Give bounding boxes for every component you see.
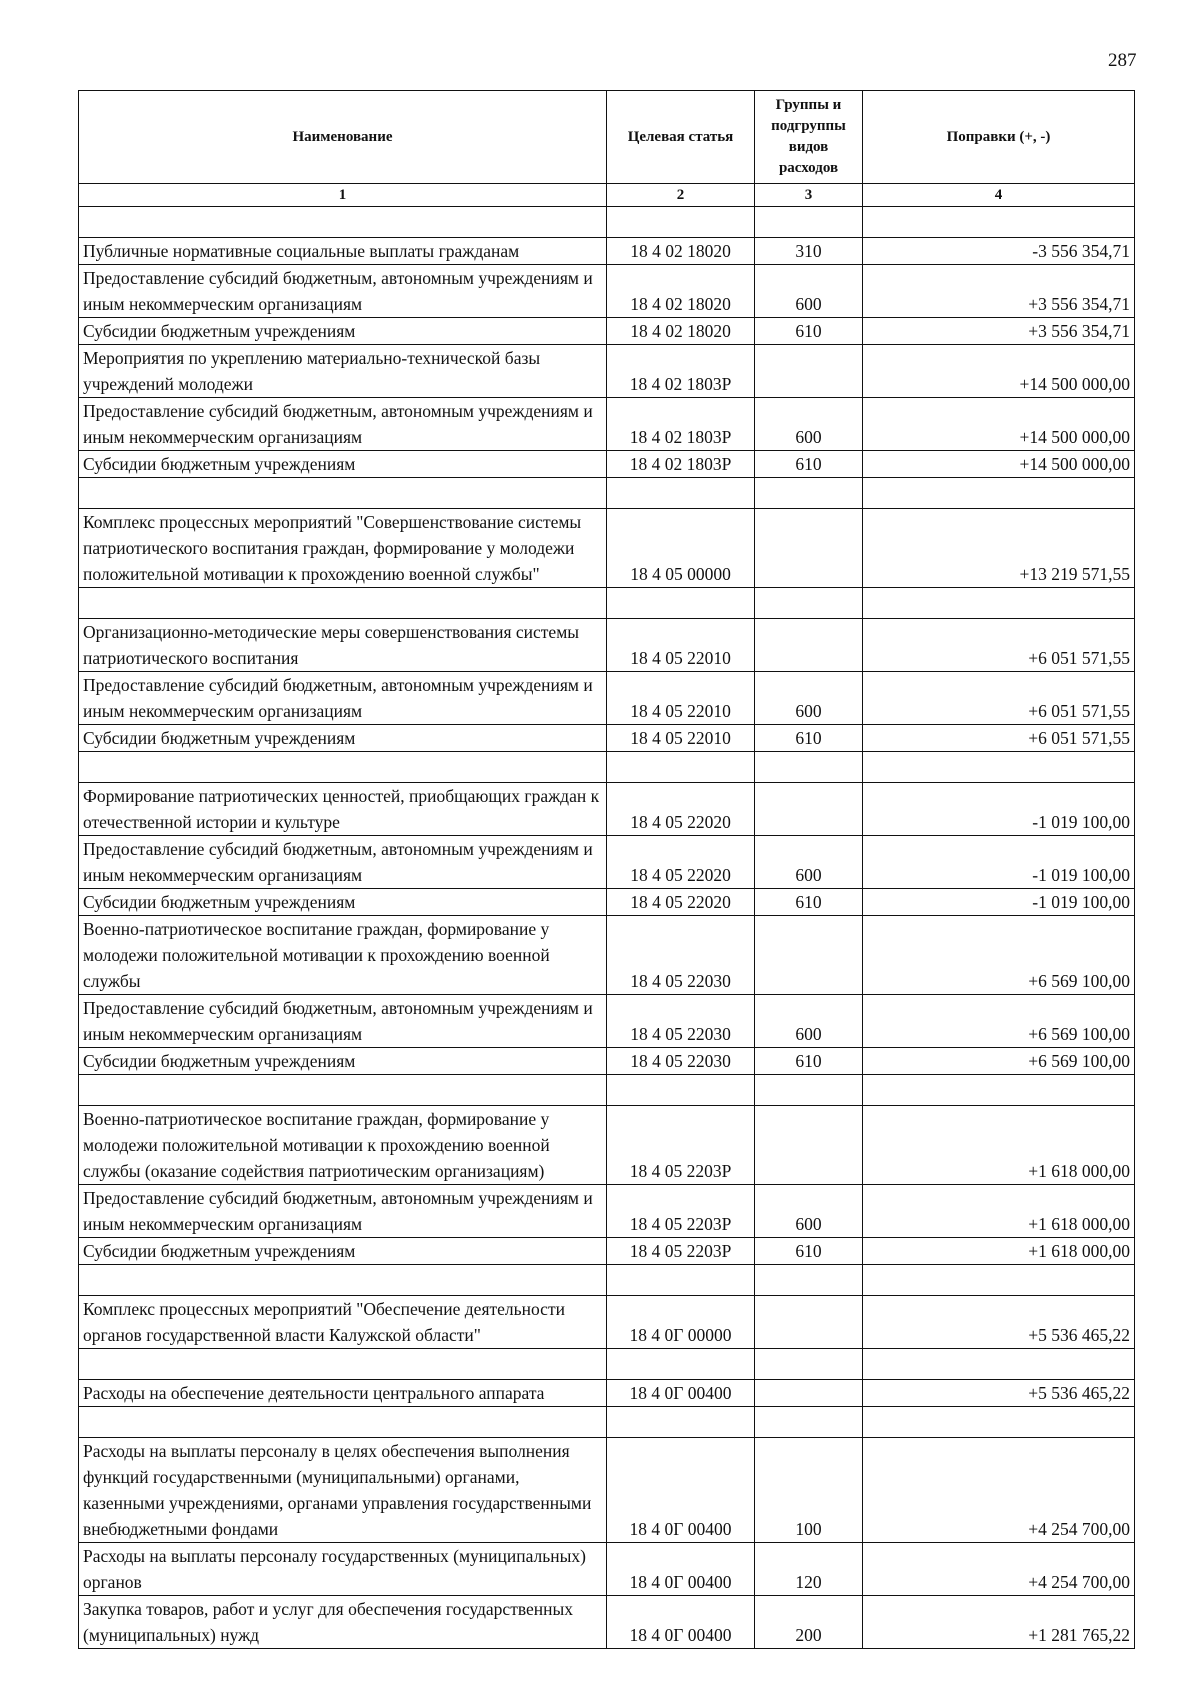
row-code-cell: 18 4 05 2203Р — [607, 1106, 755, 1185]
spacer-row — [79, 1075, 1135, 1106]
row-group-cell — [755, 783, 863, 836]
row-code-cell: 18 4 05 22030 — [607, 1048, 755, 1075]
table-row — [79, 1296, 1135, 1349]
table-row — [79, 398, 1135, 451]
row-amount-cell: +1 618 000,00 — [863, 1106, 1135, 1185]
page-number: 287 — [1108, 50, 1137, 71]
spacer-cell — [755, 588, 863, 619]
row-name-cell: Организационно-методические меры совершенствования системы патриотического воспитания — [79, 619, 607, 672]
row-group-cell — [755, 1106, 863, 1185]
row-amount-cell: +13 219 571,55 — [863, 509, 1135, 588]
row-amount-cell: -3 556 354,71 — [863, 238, 1135, 265]
row-code-cell: 18 4 05 22020 — [607, 783, 755, 836]
row-name-cell: Субсидии бюджетным учреждениям — [79, 889, 607, 916]
row-name-cell: Субсидии бюджетным учреждениям — [79, 1238, 607, 1265]
table-row — [79, 672, 1135, 725]
row-group-cell: 600 — [755, 1185, 863, 1238]
spacer-cell — [755, 1407, 863, 1438]
spacer-cell — [863, 588, 1135, 619]
row-code-cell: 18 4 05 22030 — [607, 916, 755, 995]
row-name-cell: Публичные нормативные социальные выплаты гражданам — [79, 238, 607, 265]
row-amount-cell: +5 536 465,22 — [863, 1296, 1135, 1349]
spacer-cell — [607, 588, 755, 619]
row-amount-cell: +6 569 100,00 — [863, 995, 1135, 1048]
spacer-cell — [863, 478, 1135, 509]
spacer-cell — [79, 1349, 607, 1380]
row-name-cell: Мероприятия по укреплению материально-технической базы учреждений молодежи — [79, 345, 607, 398]
column-number: 2 — [607, 184, 755, 207]
row-name-cell: Предоставление субсидий бюджетным, автономным учреждениям и иным некоммерческим организациям — [79, 265, 607, 318]
row-code-cell: 18 4 02 1803Р — [607, 451, 755, 478]
row-name-cell: Субсидии бюджетным учреждениям — [79, 1048, 607, 1075]
spacer-cell — [607, 1265, 755, 1296]
table-row — [79, 1185, 1135, 1238]
row-group-cell: 610 — [755, 1238, 863, 1265]
spacer-row — [79, 752, 1135, 783]
row-name-cell: Комплекс процессных мероприятий "Совершенствование системы патриотического воспитания граждан, формирование у молодежи положительной мотивации к прохождению военной службы" — [79, 509, 607, 588]
row-code-cell: 18 4 0Г 00400 — [607, 1596, 755, 1649]
spacer-cell — [607, 1349, 755, 1380]
row-name-cell: Комплекс процессных мероприятий "Обеспечение деятельности органов государственной власти Калужской области" — [79, 1296, 607, 1349]
header-code: Целевая статья — [607, 91, 755, 184]
row-group-cell: 600 — [755, 672, 863, 725]
table-row — [79, 318, 1135, 345]
row-name-cell: Предоставление субсидий бюджетным, автономным учреждениям и иным некоммерческим организациям — [79, 995, 607, 1048]
table-row — [79, 1543, 1135, 1596]
row-amount-cell: +1 281 765,22 — [863, 1596, 1135, 1649]
spacer-cell — [863, 752, 1135, 783]
spacer-cell — [755, 1349, 863, 1380]
table-row — [79, 1238, 1135, 1265]
spacer-cell — [79, 752, 607, 783]
row-group-cell — [755, 916, 863, 995]
spacer-cell — [607, 1075, 755, 1106]
spacer-row — [79, 1349, 1135, 1380]
row-code-cell: 18 4 05 2203Р — [607, 1238, 755, 1265]
row-amount-cell: +6 051 571,55 — [863, 619, 1135, 672]
spacer-cell — [79, 588, 607, 619]
table-row — [79, 1106, 1135, 1185]
table-row — [79, 1438, 1135, 1543]
table-row — [79, 1380, 1135, 1407]
table-row — [79, 783, 1135, 836]
row-name-cell: Расходы на обеспечение деятельности центрального аппарата — [79, 1380, 607, 1407]
table-row — [79, 265, 1135, 318]
row-name-cell: Расходы на выплаты персоналу в целях обеспечения выполнения функций государственными (муниципальными) органами, казенными учреждениями, органами управления государственными внебюджетными фондами — [79, 1438, 607, 1543]
row-group-cell: 610 — [755, 1048, 863, 1075]
spacer-cell — [607, 478, 755, 509]
spacer-cell — [863, 1265, 1135, 1296]
column-number-row — [79, 184, 1135, 207]
row-code-cell: 18 4 0Г 00400 — [607, 1543, 755, 1596]
row-code-cell: 18 4 0Г 00400 — [607, 1438, 755, 1543]
table-body — [79, 207, 1135, 1649]
row-name-cell: Субсидии бюджетным учреждениям — [79, 451, 607, 478]
row-amount-cell: +14 500 000,00 — [863, 398, 1135, 451]
table-row — [79, 451, 1135, 478]
table-row — [79, 509, 1135, 588]
row-code-cell: 18 4 02 18020 — [607, 238, 755, 265]
row-code-cell: 18 4 02 18020 — [607, 265, 755, 318]
spacer-cell — [863, 1075, 1135, 1106]
row-amount-cell: +3 556 354,71 — [863, 318, 1135, 345]
spacer-row — [79, 1407, 1135, 1438]
spacer-row — [79, 478, 1135, 509]
spacer-row — [79, 207, 1135, 238]
spacer-cell — [755, 1265, 863, 1296]
spacer-cell — [755, 1075, 863, 1106]
row-group-cell: 310 — [755, 238, 863, 265]
row-amount-cell: +1 618 000,00 — [863, 1185, 1135, 1238]
row-group-cell: 610 — [755, 451, 863, 478]
spacer-cell — [79, 207, 607, 238]
row-amount-cell: +6 569 100,00 — [863, 916, 1135, 995]
table-row — [79, 238, 1135, 265]
budget-amendments-table — [78, 90, 1135, 1649]
row-name-cell: Расходы на выплаты персоналу государственных (муниципальных) органов — [79, 1543, 607, 1596]
row-group-cell — [755, 509, 863, 588]
row-name-cell: Формирование патриотических ценностей, приобщающих граждан к отечественной истории и культуре — [79, 783, 607, 836]
row-name-cell: Субсидии бюджетным учреждениям — [79, 318, 607, 345]
spacer-cell — [607, 207, 755, 238]
row-code-cell: 18 4 0Г 00000 — [607, 1296, 755, 1349]
row-group-cell — [755, 1380, 863, 1407]
row-amount-cell: +1 618 000,00 — [863, 1238, 1135, 1265]
row-group-cell: 100 — [755, 1438, 863, 1543]
row-group-cell — [755, 1296, 863, 1349]
row-code-cell: 18 4 05 22030 — [607, 995, 755, 1048]
row-amount-cell: +14 500 000,00 — [863, 451, 1135, 478]
row-name-cell: Закупка товаров, работ и услуг для обеспечения государственных (муниципальных) нужд — [79, 1596, 607, 1649]
spacer-cell — [755, 207, 863, 238]
row-group-cell: 610 — [755, 725, 863, 752]
row-amount-cell: -1 019 100,00 — [863, 836, 1135, 889]
table-row — [79, 836, 1135, 889]
column-number: 4 — [863, 184, 1135, 207]
header-name: Наименование — [79, 91, 607, 184]
row-name-cell: Военно-патриотическое воспитание граждан, формирование у молодежи положительной мотивации к прохождению военной службы — [79, 916, 607, 995]
row-name-cell: Военно-патриотическое воспитание граждан, формирование у молодежи положительной мотивации к прохождению военной службы (оказание содействия патриотическим организациям) — [79, 1106, 607, 1185]
row-amount-cell: +4 254 700,00 — [863, 1543, 1135, 1596]
spacer-row — [79, 1265, 1135, 1296]
row-amount-cell: +6 569 100,00 — [863, 1048, 1135, 1075]
spacer-cell — [755, 478, 863, 509]
row-group-cell: 600 — [755, 836, 863, 889]
row-name-cell: Предоставление субсидий бюджетным, автономным учреждениям и иным некоммерческим организациям — [79, 836, 607, 889]
row-group-cell: 120 — [755, 1543, 863, 1596]
row-group-cell: 610 — [755, 318, 863, 345]
header-amount: Поправки (+, -) — [863, 91, 1135, 184]
header-group: Группы и подгруппы видов расходов — [755, 91, 863, 184]
row-group-cell — [755, 619, 863, 672]
table-row — [79, 619, 1135, 672]
row-code-cell: 18 4 02 1803Р — [607, 398, 755, 451]
column-number: 3 — [755, 184, 863, 207]
row-name-cell: Предоставление субсидий бюджетным, автономным учреждениям и иным некоммерческим организациям — [79, 672, 607, 725]
row-group-cell: 200 — [755, 1596, 863, 1649]
spacer-cell — [863, 1407, 1135, 1438]
row-code-cell: 18 4 05 22010 — [607, 725, 755, 752]
row-group-cell: 600 — [755, 265, 863, 318]
row-code-cell: 18 4 05 22010 — [607, 672, 755, 725]
row-amount-cell: +3 556 354,71 — [863, 265, 1135, 318]
spacer-cell — [607, 1407, 755, 1438]
row-amount-cell: +6 051 571,55 — [863, 725, 1135, 752]
table-row — [79, 889, 1135, 916]
spacer-cell — [79, 1265, 607, 1296]
row-code-cell: 18 4 05 22020 — [607, 836, 755, 889]
row-amount-cell: +14 500 000,00 — [863, 345, 1135, 398]
row-amount-cell: +5 536 465,22 — [863, 1380, 1135, 1407]
row-code-cell: 18 4 05 2203Р — [607, 1185, 755, 1238]
table-row — [79, 1596, 1135, 1649]
row-group-cell: 600 — [755, 398, 863, 451]
row-group-cell — [755, 345, 863, 398]
column-number: 1 — [79, 184, 607, 207]
row-code-cell: 18 4 05 22010 — [607, 619, 755, 672]
row-code-cell: 18 4 05 00000 — [607, 509, 755, 588]
row-amount-cell: -1 019 100,00 — [863, 889, 1135, 916]
spacer-cell — [79, 478, 607, 509]
row-name-cell: Предоставление субсидий бюджетным, автономным учреждениям и иным некоммерческим организациям — [79, 398, 607, 451]
table-row — [79, 995, 1135, 1048]
table-row — [79, 1048, 1135, 1075]
row-code-cell: 18 4 0Г 00400 — [607, 1380, 755, 1407]
row-code-cell: 18 4 02 18020 — [607, 318, 755, 345]
row-name-cell: Предоставление субсидий бюджетным, автономным учреждениям и иным некоммерческим организациям — [79, 1185, 607, 1238]
row-code-cell: 18 4 05 22020 — [607, 889, 755, 916]
spacer-cell — [863, 1349, 1135, 1380]
table-row — [79, 725, 1135, 752]
table-row — [79, 916, 1135, 995]
table-header-row — [79, 91, 1135, 184]
row-name-cell: Субсидии бюджетным учреждениям — [79, 725, 607, 752]
row-amount-cell: -1 019 100,00 — [863, 783, 1135, 836]
spacer-cell — [755, 752, 863, 783]
spacer-cell — [607, 752, 755, 783]
row-amount-cell: +6 051 571,55 — [863, 672, 1135, 725]
row-group-cell: 610 — [755, 889, 863, 916]
table-row — [79, 345, 1135, 398]
spacer-cell — [79, 1407, 607, 1438]
row-code-cell: 18 4 02 1803Р — [607, 345, 755, 398]
row-amount-cell: +4 254 700,00 — [863, 1438, 1135, 1543]
row-group-cell: 600 — [755, 995, 863, 1048]
spacer-row — [79, 588, 1135, 619]
spacer-cell — [79, 1075, 607, 1106]
spacer-cell — [863, 207, 1135, 238]
